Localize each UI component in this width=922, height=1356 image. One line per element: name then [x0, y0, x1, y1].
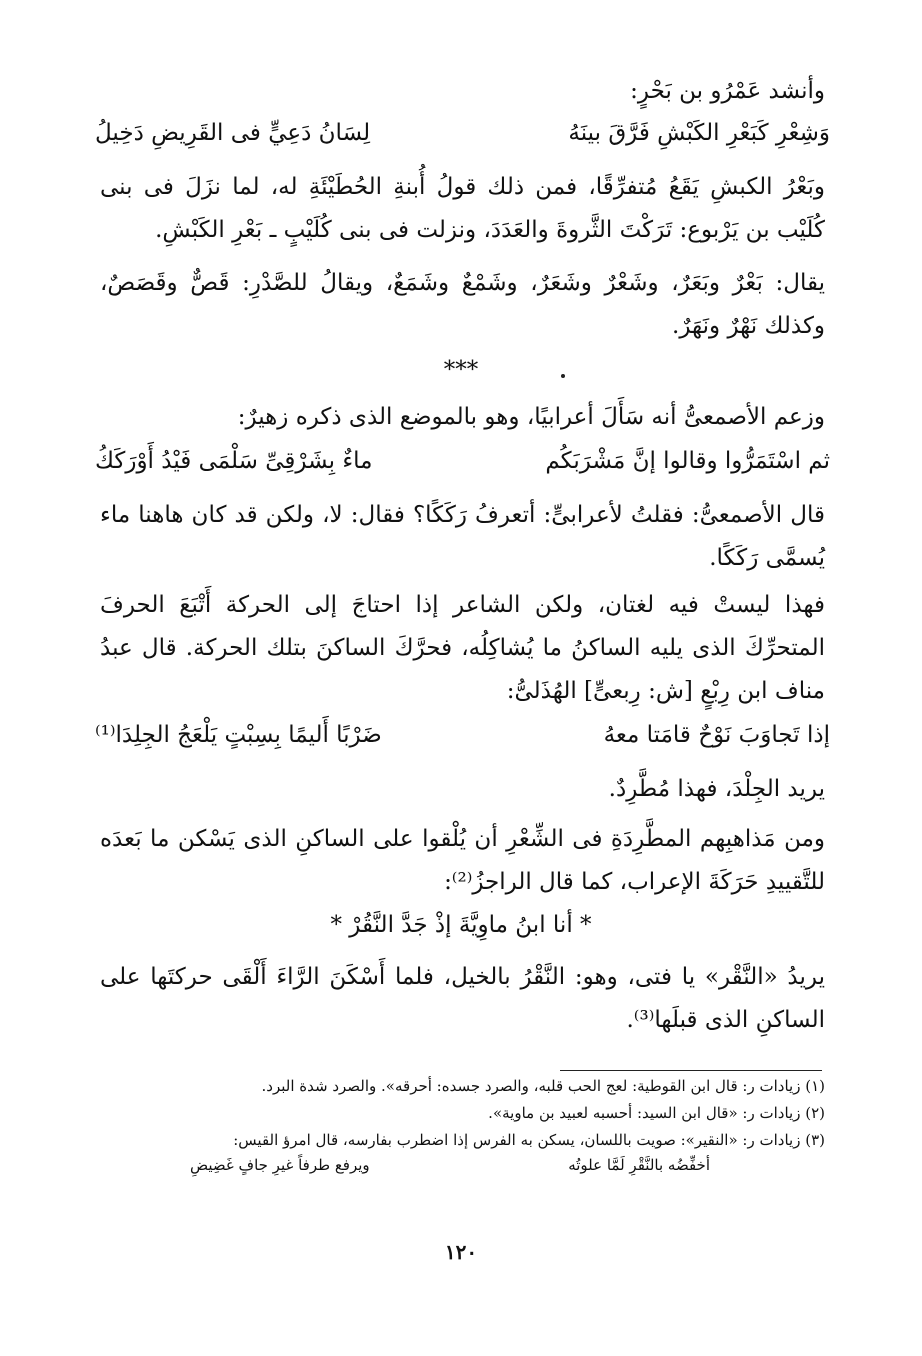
footnote-verse-second: ويرفع طرفاً غيرِ جافٍ غَضِيضِ — [190, 1156, 370, 1174]
page-number: ١٢٠ — [444, 1240, 478, 1264]
footnote-verse-first: أخفِّضُه بالنَّقْرِ لَمَّا علوتُه — [568, 1156, 710, 1174]
paragraph: فهذا ليستْ فيه لغتان، ولكن الشاعر إذا احتاجَ إلى الحركة أَتْبَعَ الحرفَ المتحرِّكَ الذى يليه الساكنُ ما يُشاكِلُه، فحرَّكَ الساكنَ بتلك الحركة. قال عبدُ مناف ابن رِبْعٍ [ش: رِبعىٍّ] الهُذَلىُّ: — [100, 592, 825, 704]
paragraph: يقال: بَعْرٌ وبَعَرٌ، وشَعْرٌ وشَعَرٌ، وشَمْعٌ وشَمَعٌ، ويقالُ للصَّدْرِ: قَصٌّ وقَصَصٌ، وكذلك نَهْرٌ ونَهَرٌ. — [100, 270, 825, 339]
text-line: وأنشد عَمْرُو بن بَحْرٍ: — [630, 78, 825, 104]
verse-second-hemistich: ضَرْبًا أَليمًا بِسِبْتٍ يَلْعَجُ الجِلِدَا⁽¹⁾ — [95, 722, 382, 748]
footnote-3: (٣) زيادات ر: «النقير»: صويت باللسان، يسكن به الفرس إذا اضطرب بفارسه، قال امرؤ القيس: — [233, 1131, 825, 1149]
footnote-2: (٢) زيادات ر: «قال ابن السيد: أحسبه لعبيد بن ماوية». — [488, 1104, 825, 1122]
verse-first-hemistich: إذا تَجاوَبَ نَوْحٌ قامَتا معهُ — [603, 722, 830, 748]
verse-first-hemistich: ثم اسْتَمَرُّوا وقالوا إنَّ مَشْرَبَكُم — [545, 448, 830, 474]
text-line: وزعم الأصمعىُّ أنه سَأَلَ أعرابيًا، وهو بالموضع الذى ذكره زهيرٌ: — [237, 404, 825, 430]
text-line: يريد الجِلْدَ، فهذا مُطَّرِدٌ. — [608, 776, 825, 802]
verse-first-hemistich: وَشِعْرِ كَبَعْرِ الكَبْشِ فَرَّقَ بينَهُ — [568, 120, 830, 146]
paragraph: ومن مَذاهبِهم المطَّرِدَةِ فى الشِّعْرِ أن يُلْقوا على الساكنِ الذى يَسْكن ما بَعدَه للتَّقييدِ حَرَكَةَ الإعراب، كما قال الراجزُ⁽²⁾: — [100, 826, 825, 895]
paragraph: قال الأصمعىُّ: فقلتُ لأعرابىٍّ: أتعرفُ رَكَكًا؟ فقال: لا، ولكن قد كان هاهنا ماء يُسمَّى رَكَكًا. — [100, 502, 825, 571]
poetry-verse — [95, 120, 830, 160]
poetry-verse — [95, 448, 830, 488]
rajaz-verse: * أنا ابنُ ماوِيَّةَ إذْ جَدَّ النَّقُرْ * — [330, 912, 592, 938]
verse-second-hemistich: ماءٌ بِشَرْقِىِّ سَلْمَى فَيْدُ أَوْرَكَكُ — [95, 448, 373, 474]
poetry-verse — [95, 722, 830, 762]
footnote-1: (١) زيادات ر: قال ابن القوطية: لعج الحب قلبه، والصرد جسده: أحرقه». والصرد شدة البرد. — [261, 1077, 825, 1095]
section-separator: *** — [443, 357, 479, 383]
verse-second-hemistich: لِسَانُ دَعِيٍّ فى القَرِيضِ دَخِيلُ — [95, 120, 371, 146]
footnote-divider — [560, 1070, 822, 1071]
ink-dot — [561, 374, 565, 378]
footnote-verse — [190, 1156, 710, 1178]
paragraph: وبَعْرُ الكبشِ يَقَعُ مُتفرِّقًا، فمن ذلك قولُ أُبنةِ الحُطَيْئَةِ له، لما نزَلَ فى بنى كُلَيْب بن يَرْبوع: تَرَكْتَ الثَّروةَ والعَدَدَ، ونزلت فى بنى كُلَيْبٍ ـ بَعْرِ الكَبْشِ. — [100, 174, 825, 243]
paragraph: يريدُ «النَّقْر» يا فتى، وهو: النَّقْرُ بالخيل، فلما أَسْكَنَ الرَّاءَ أَلْقَى حركتَها على الساكنِ الذى قبلَها⁽³⁾. — [100, 964, 825, 1033]
